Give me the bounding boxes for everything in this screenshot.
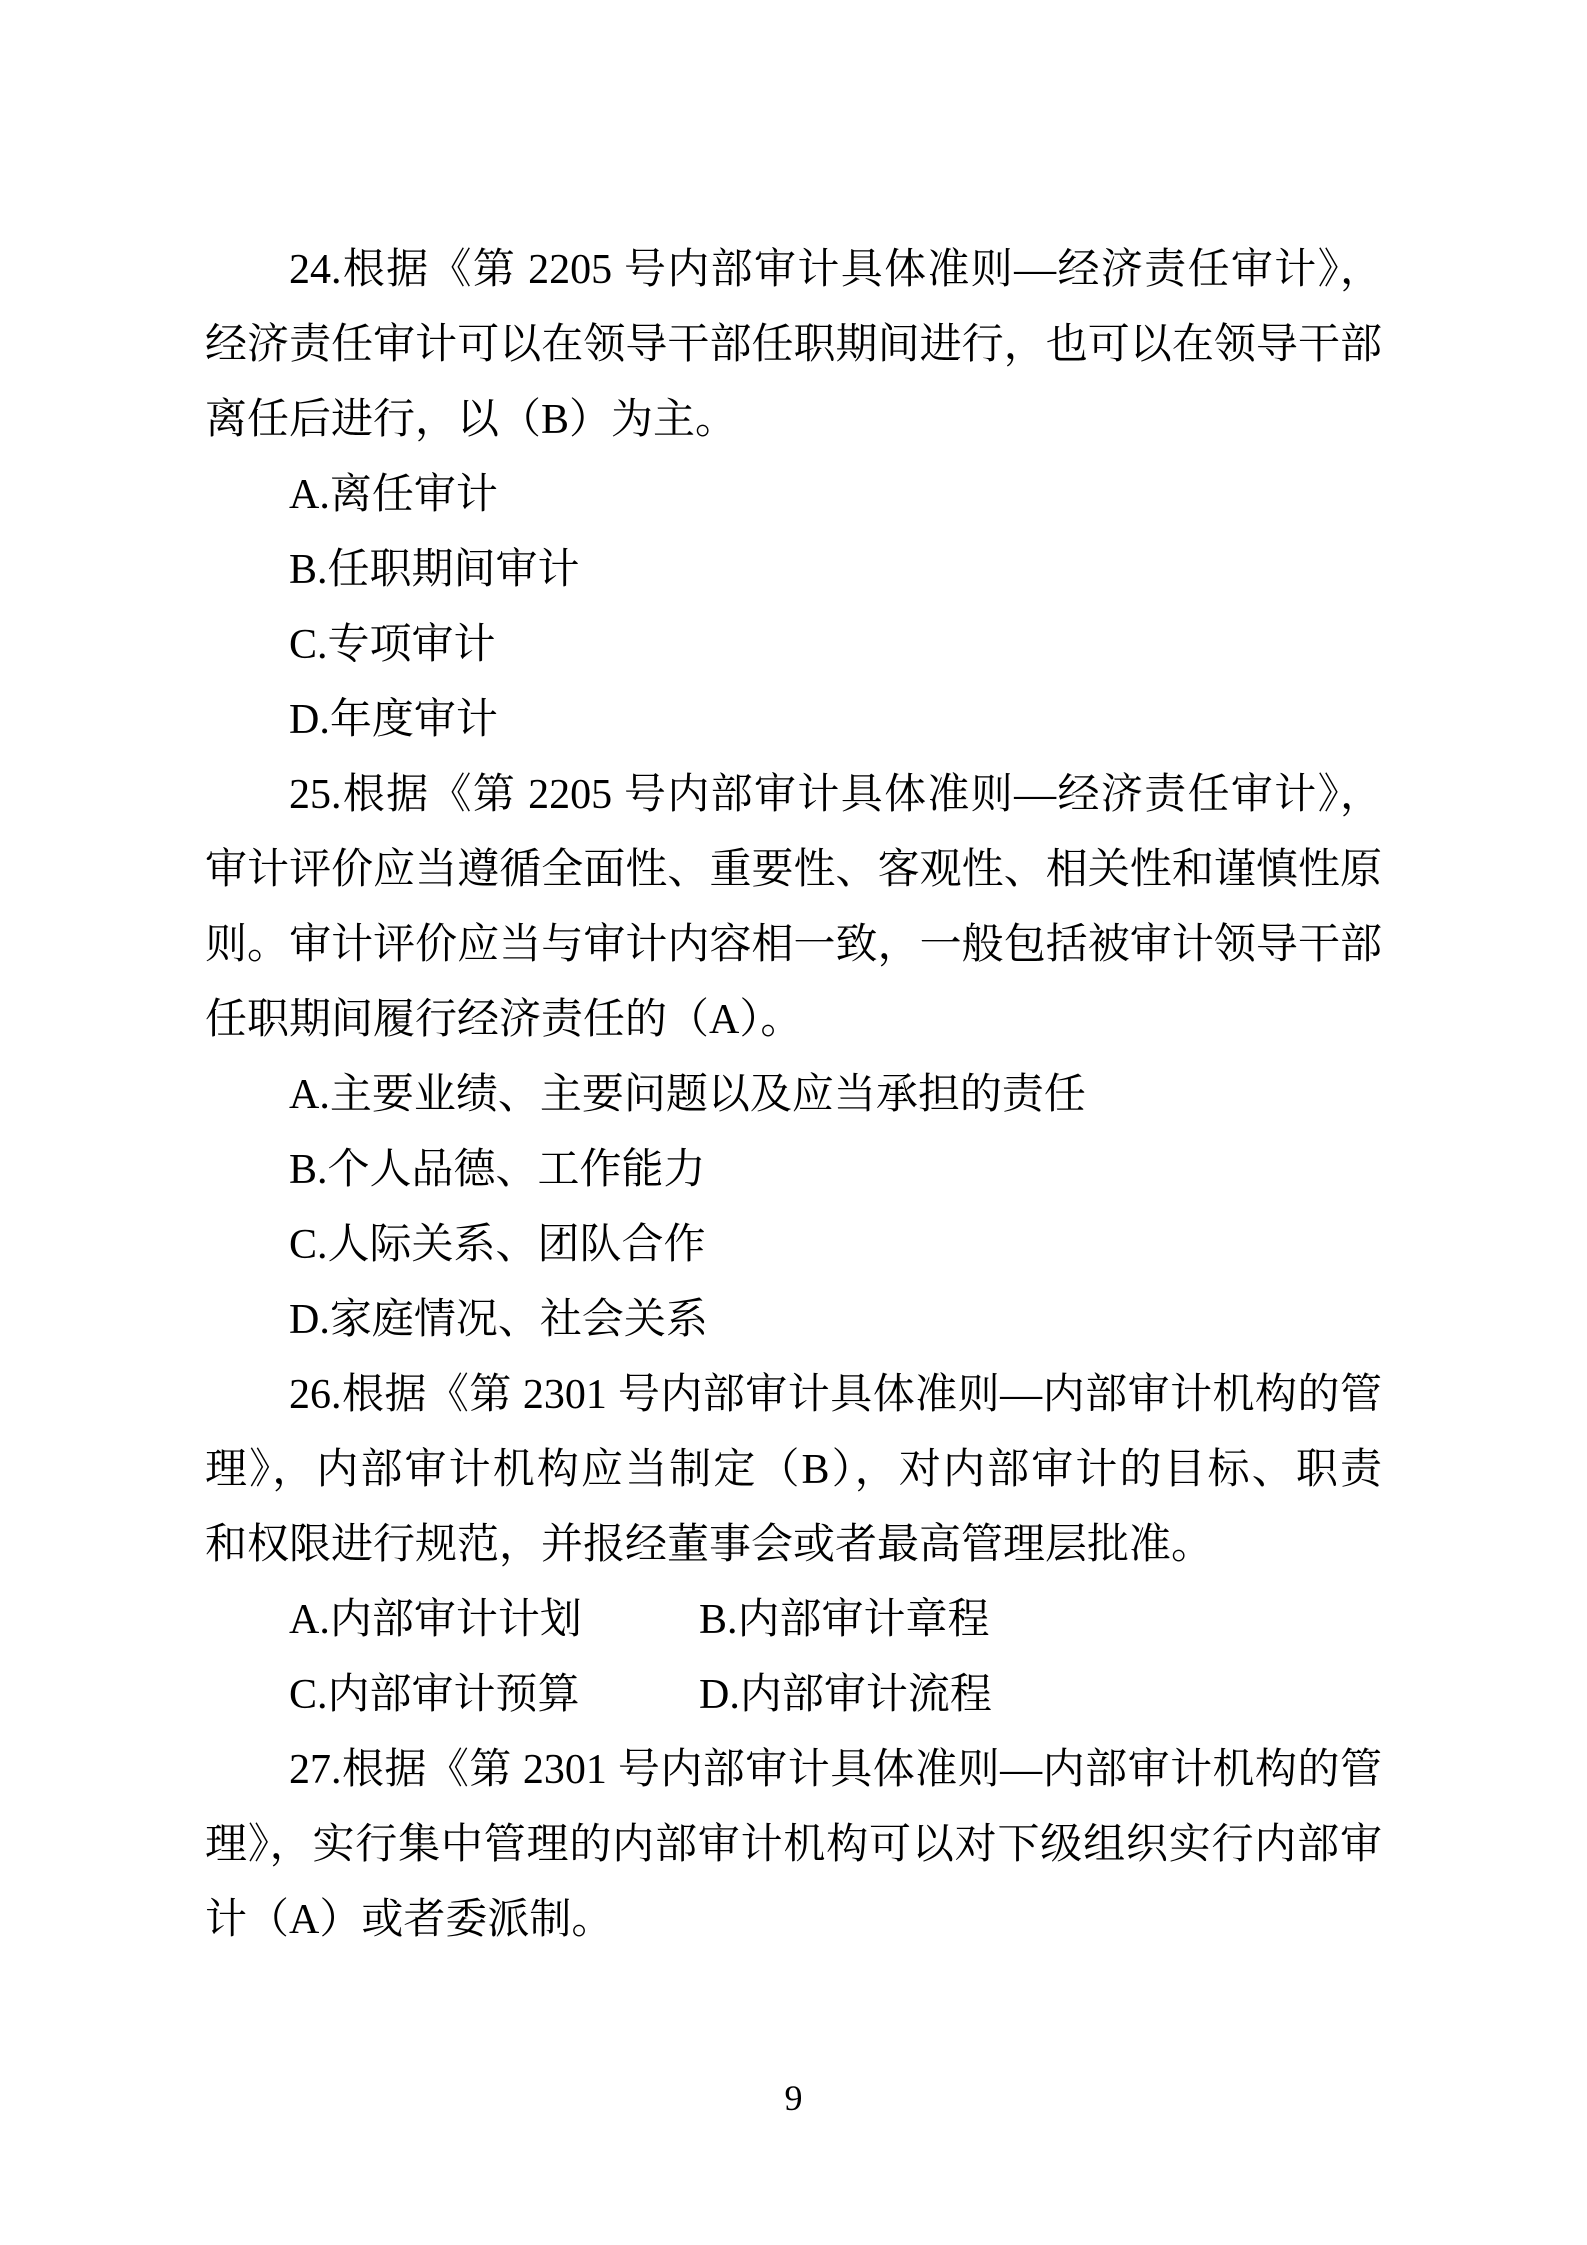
option-line [205, 1658, 1382, 1733]
question-text-line: 26.根据《第 2301 号内部审计具体准则—内部审计机构的管 [289, 1372, 1382, 1418]
option-line: D.年度审计 [289, 697, 498, 743]
option-line: B.任职期间审计 [289, 547, 580, 593]
question-text-line: 理》，实行集中管理的内部审计机构可以对下级组织实行内部审 [205, 1822, 1382, 1868]
document-body [205, 233, 1382, 1958]
option-col: B.内部审计章程 [699, 1597, 990, 1643]
option-col: C.内部审计预算 [289, 1672, 580, 1718]
question-text-line: 任职期间履行经济责任的（A）。 [205, 997, 803, 1043]
page-number: 9 [784, 2078, 803, 2118]
option-line: A.主要业绩、主要问题以及应当承担的责任 [289, 1072, 1086, 1118]
question-text-line: 25.根据《第 2205 号内部审计具体准则—经济责任审计》， [289, 772, 1382, 818]
option-col: D.内部审计流程 [699, 1672, 992, 1718]
option-line: C.人际关系、团队合作 [289, 1222, 706, 1268]
question-text-line: 和权限进行规范，并报经董事会或者最高管理层批准。 [205, 1522, 1214, 1568]
question-text-line: 24.根据《第 2205 号内部审计具体准则—经济责任审计》， [289, 247, 1382, 293]
question-text-line: 27.根据《第 2301 号内部审计具体准则—内部审计机构的管 [289, 1747, 1382, 1793]
question-text-line: 计（A）或者委派制。 [205, 1897, 614, 1943]
option-line: D.家庭情况、社会关系 [289, 1297, 708, 1343]
option-line: C.专项审计 [289, 622, 496, 668]
option-line: A.离任审计 [289, 472, 498, 518]
question-text-line: 理》，内部审计机构应当制定（B），对内部审计的目标、职责 [205, 1447, 1382, 1493]
question-text-line: 则。审计评价应当与审计内容相一致，一般包括被审计领导干部 [205, 922, 1382, 968]
option-col: A.内部审计计划 [289, 1597, 582, 1643]
question-text-line: 离任后进行，以（B）为主。 [205, 397, 738, 443]
option-line [205, 1583, 1382, 1658]
option-line: B.个人品德、工作能力 [289, 1147, 706, 1193]
question-text-line: 经济责任审计可以在领导干部任职期间进行，也可以在领导干部 [205, 322, 1382, 368]
question-text-line: 审计评价应当遵循全面性、重要性、客观性、相关性和谨慎性原 [205, 847, 1382, 893]
